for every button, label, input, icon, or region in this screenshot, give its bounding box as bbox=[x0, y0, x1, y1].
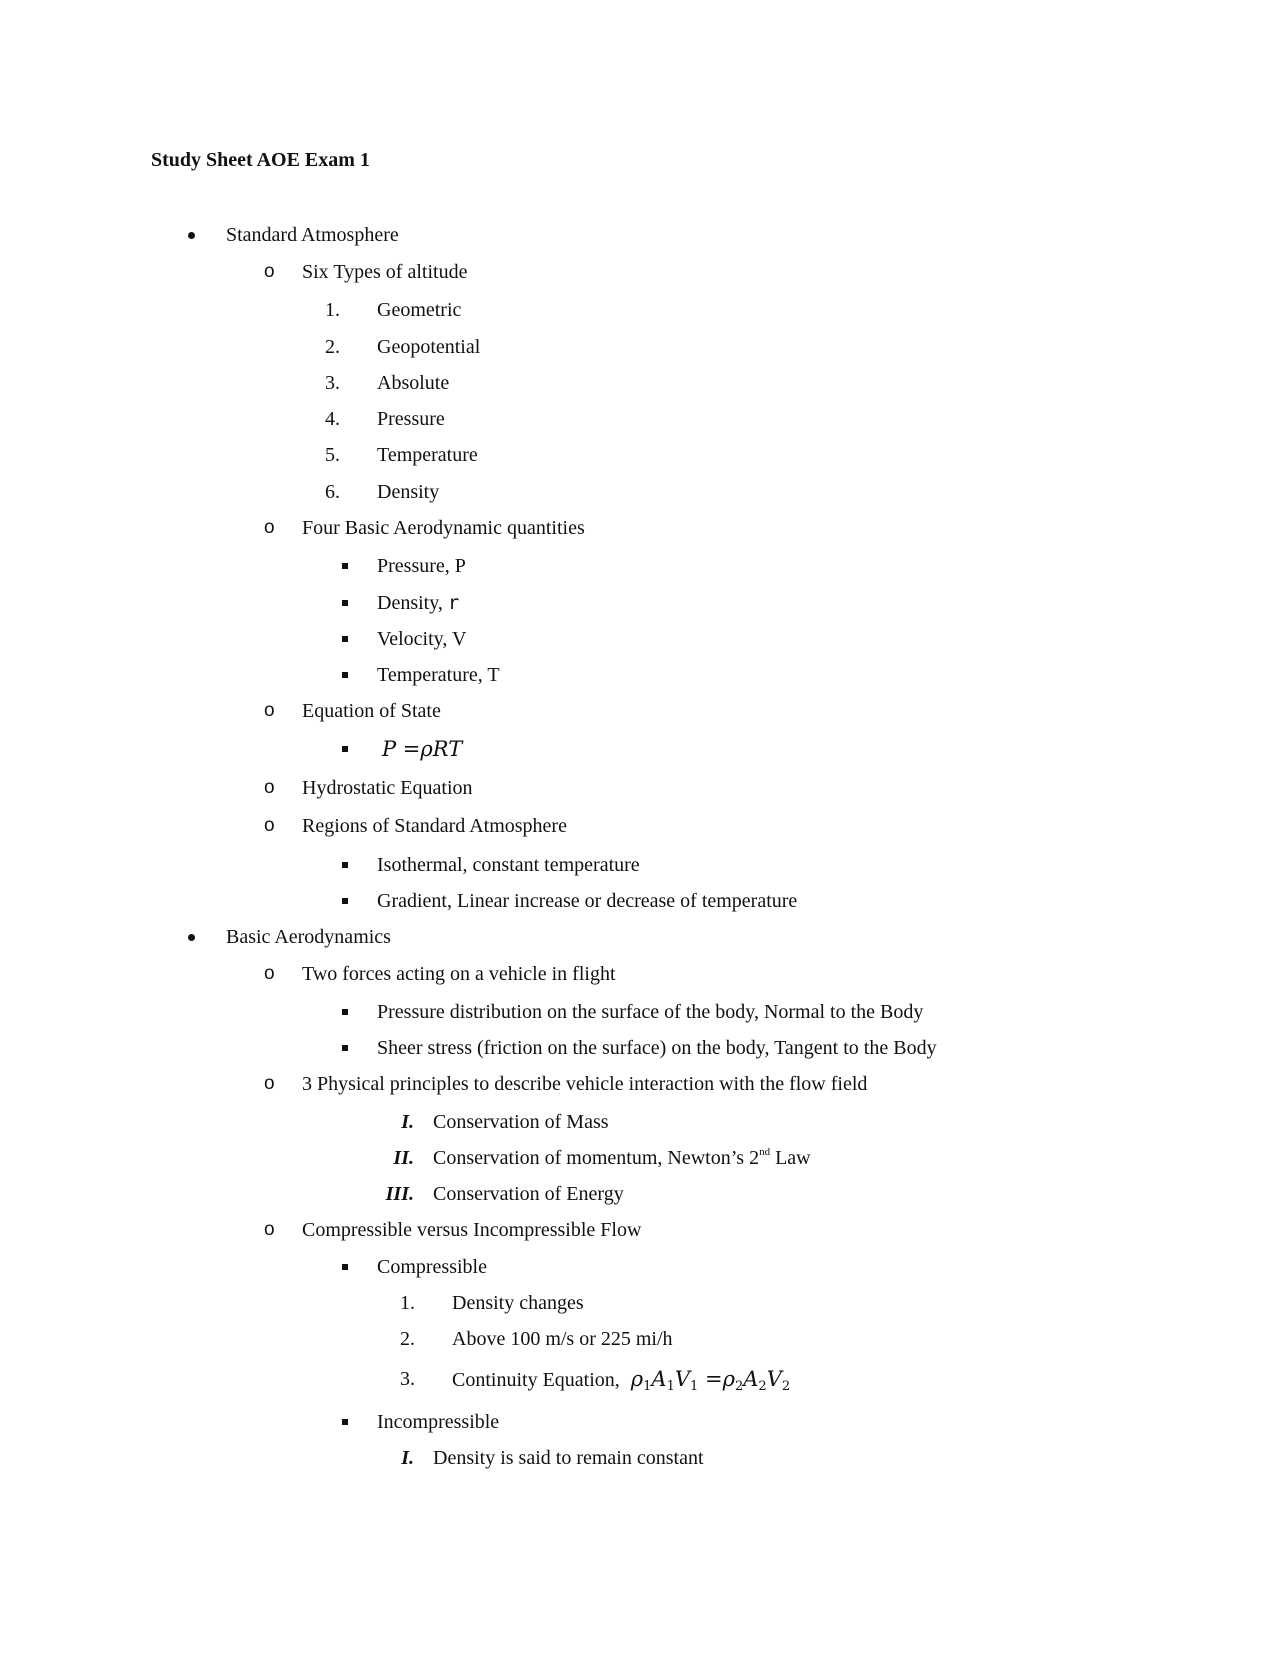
square-bullet-icon bbox=[342, 1264, 348, 1270]
square-bullet-icon bbox=[342, 1419, 348, 1425]
hollow-bullet-icon: o bbox=[264, 261, 275, 282]
bullet-icon bbox=[188, 232, 195, 239]
hollow-bullet-icon: o bbox=[264, 1219, 275, 1240]
square-bullet-icon bbox=[342, 563, 348, 569]
hollow-bullet-icon: o bbox=[264, 700, 275, 721]
equation-of-state-formula: P =ρRT bbox=[382, 737, 463, 761]
density-symbol: r bbox=[447, 592, 460, 614]
square-bullet-icon bbox=[342, 672, 348, 678]
hollow-bullet-icon: o bbox=[264, 777, 275, 798]
hollow-bullet-icon: o bbox=[264, 517, 275, 538]
bullet-icon bbox=[188, 934, 195, 941]
square-bullet-icon bbox=[342, 1045, 348, 1051]
continuity-equation-formula: $\rho_1A_1V_1 =\rho_2A_2V_2$ bbox=[630, 1367, 791, 1394]
square-bullet-icon bbox=[342, 636, 348, 642]
document-title: Study Sheet AOE Exam 1 bbox=[151, 149, 370, 171]
square-bullet-icon bbox=[342, 862, 348, 868]
document-page: Study Sheet AOE Exam 1 Standard Atmosphere o Six Types of altitude 1. Geometric 2. Geopotential 3. Absolute 4. Pressure 5. Temperature 6. Density o Four Basic Aerodynamic quantities Pressure, P Density, r Velocity, V Temperature, T o Equation of State P =ρRT o Hydrostatic Equation o Regions of Standard Atmosphere Isothermal, constant temperature Gradient, Linear increase or decrease of temperature Basic Aerodynamics o Two forces acting on a vehicle in flight Pressure distribution on the surface of the body, Normal to the Body Sheer stress (friction on the surface) on the body, Tangent to the Body o 3 Physical principles to describe vehicle interaction with the flow field I. Conservation of Mass II. Conservation of momentum, Newton’s 2nd Law III. Conservation of Energy o Compressible versus Incompressible Flow Compressible 1. Density changes 2. Above 100 m/s or 225 mi/h 3. Continuity Equation, $\rho_1A_1V_1 =\rho_2A_2V_2$ Incompressible I. Density is said to remain constant bbox=[151, 149, 937, 1469]
square-bullet-icon bbox=[342, 600, 348, 606]
hollow-bullet-icon: o bbox=[264, 963, 275, 984]
square-bullet-icon bbox=[342, 746, 348, 752]
hollow-bullet-icon: o bbox=[264, 1073, 275, 1094]
square-bullet-icon bbox=[342, 898, 348, 904]
hollow-bullet-icon: o bbox=[264, 815, 275, 836]
square-bullet-icon bbox=[342, 1009, 348, 1015]
